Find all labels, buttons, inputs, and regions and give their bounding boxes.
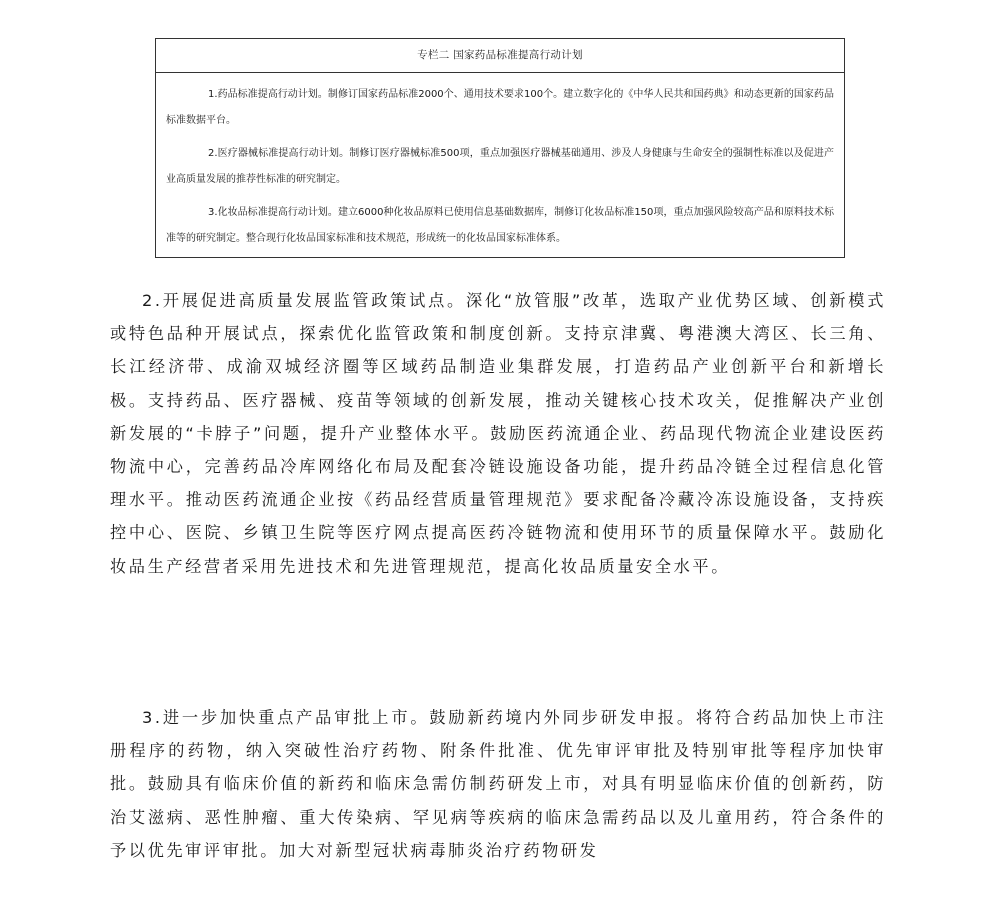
column-box-body bbox=[156, 73, 844, 252]
body-paragraph: 2.开展促进高质量发展监管政策试点。深化“放管服”改革，选取产业优势区域、创新模式或特色品种开展试点，探索优化监管政策和制度创新。支持京津冀、粤港澳大湾区、长三角、长江经济带、成渝双城经济圈等区域药品制造业集群发展，打造药品产业创新平台和新增长极。支持药品、医疗器械、疫苗等领域的创新发展，推动关键核心技术攻关，促推解决产业创新发展的“卡脖子”问题，提升产业整体水平。鼓励医药流通企业、药品现代物流企业建设医药物流中心，完善药品冷库网络化布局及配套冷链设施设备功能，提升药品冷链全过程信息化管理水平。推动医药流通企业按《药品经营质量管理规范》要求配备冷藏冷冻设施设备，支持疾控中心、医院、乡镇卫生院等医疗网点提高医药冷链物流和使用环节的质量保障水平。鼓励化妆品生产经营者采用先进技术和先进管理规范，提高化妆品质量安全水平。 bbox=[110, 291, 886, 576]
column-box-item: 3.化妆品标准提高行动计划。建立6000种化妆品原料已使用信息基础数据库，制修订化妆品标准150项，重点加强风险较高产品和原料技术标准等的研究制定。整合现行化妆品国家标准和技术规范，形成统一的化妆品国家标准体系。 bbox=[166, 207, 834, 244]
body-paragraph: 3.进一步加快重点产品审批上市。鼓励新药境内外同步研发申报。将符合药品加快上市注册程序的药物，纳入突破性治疗药物、附条件批准、优先审评审批及特别审批等程序加快审批。鼓励具有临床价值的新药和临床急需仿制药研发上市，对具有明显临床价值的创新药，防治艾滋病、恶性肿瘤、重大传染病、罕见病等疾病的临床急需药品以及儿童用药，符合条件的予以优先审评审批。加大对新型冠状病毒肺炎治疗药物研发 bbox=[110, 708, 886, 860]
column-box-title: 专栏二 国家药品标准提高行动计划 bbox=[156, 39, 844, 73]
column-box bbox=[155, 38, 845, 258]
column-box-item: 1.药品标准提高行动计划。制修订国家药品标准2000个、通用技术要求100个。建立数字化的《中华人民共和国药典》和动态更新的国家药品标准数据平台。 bbox=[166, 89, 834, 126]
column-box-item: 2.医疗器械标准提高行动计划。制修订医疗器械标准500项，重点加强医疗器械基础通用、涉及人身健康与生命安全的强制性标准以及促进产业高质量发展的推荐性标准的研究制定。 bbox=[166, 148, 834, 185]
